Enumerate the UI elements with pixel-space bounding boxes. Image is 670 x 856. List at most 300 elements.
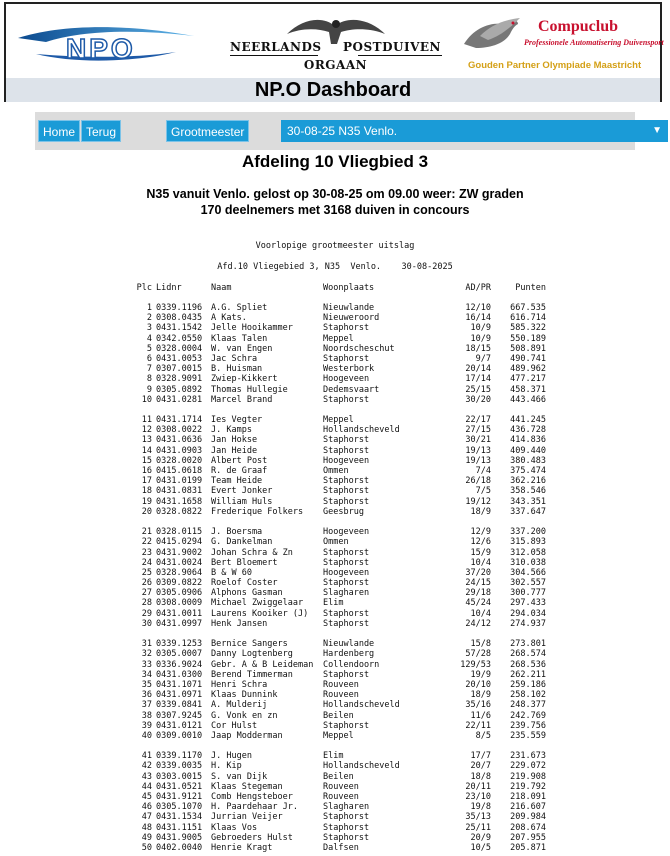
cell-lidnr: 0308.0022 xyxy=(156,425,203,436)
cell-lidnr: 0431.9121 xyxy=(156,792,203,802)
cell-plc: 1 xyxy=(146,303,152,313)
cell-naam: Jurrian Veijer xyxy=(211,812,283,823)
cell-lidnr: 0303.0015 xyxy=(156,771,203,782)
cell-woonplaats: Staphorst xyxy=(323,822,370,833)
cell-plc: 13 xyxy=(141,435,152,446)
cell-plc: 20 xyxy=(141,506,152,517)
cell-plc: 48 xyxy=(141,822,152,833)
cell-adpr: 25/15 xyxy=(465,384,491,395)
cell-plc: 37 xyxy=(141,700,152,711)
cell-woonplaats: Nieuwlande xyxy=(323,639,375,650)
cell-adpr: 8/5 xyxy=(475,730,491,741)
cell-lidnr: 0431.0011 xyxy=(156,608,203,619)
cell-adpr: 18/9 xyxy=(470,506,491,517)
cell-lidnr: 0431.1714 xyxy=(156,415,203,426)
cell-naam: Klaas Vos xyxy=(211,822,258,833)
cell-plc: 42 xyxy=(141,761,152,772)
cell-punten: 310.038 xyxy=(510,557,546,568)
table-row xyxy=(0,578,670,588)
result-subtitle: Afd.10 Vliegebied 3, N35 Venlo. 30-08-2025 xyxy=(217,262,453,272)
cell-punten: 667.535 xyxy=(510,303,546,313)
cell-woonplaats: Staphorst xyxy=(323,496,370,507)
cell-woonplaats: Hollandscheveld xyxy=(323,425,400,436)
cell-plc: 18 xyxy=(141,486,152,497)
cell-naam: Bert Bloemert xyxy=(211,557,278,568)
cell-plc: 22 xyxy=(141,537,152,548)
table-row xyxy=(0,395,670,405)
compuclub-pigeon-icon xyxy=(460,14,522,54)
grootmeester-button[interactable]: Grootmeester xyxy=(166,120,249,142)
cell-adpr: 24/12 xyxy=(465,618,491,629)
row-spacer xyxy=(0,405,670,415)
cell-plc: 35 xyxy=(141,679,152,690)
cell-naam: J. Hugen xyxy=(211,751,252,762)
cell-lidnr: 0342.0550 xyxy=(156,333,203,344)
cell-woonplaats: Staphorst xyxy=(323,669,370,680)
cell-woonplaats: Staphorst xyxy=(323,557,370,568)
cell-punten: 362.216 xyxy=(510,476,546,487)
table-row xyxy=(0,680,670,690)
cell-woonplaats: Geesbrug xyxy=(323,506,364,517)
logo-row xyxy=(6,4,664,78)
cell-lidnr: 0328.0115 xyxy=(156,527,203,538)
cell-lidnr: 0431.0997 xyxy=(156,618,203,629)
cell-lidnr: 0308.0009 xyxy=(156,598,203,609)
cell-lidnr: 0431.1542 xyxy=(156,323,203,334)
cell-adpr: 19/9 xyxy=(470,669,491,680)
cell-punten: 315.893 xyxy=(510,537,546,548)
race-select[interactable] xyxy=(281,120,668,142)
cell-lidnr: 0431.0024 xyxy=(156,557,203,568)
cell-naam: Cor Hulst xyxy=(211,720,258,731)
cell-adpr: 19/8 xyxy=(470,802,491,813)
cell-punten: 409.440 xyxy=(510,445,546,456)
table-row xyxy=(0,364,670,374)
cell-woonplaats: Staphorst xyxy=(323,618,370,629)
cell-plc: 10 xyxy=(141,394,152,405)
cell-adpr: 10/9 xyxy=(470,323,491,334)
table-row xyxy=(0,486,670,496)
cell-woonplaats: Slagharen xyxy=(323,802,370,813)
cell-punten: 616.714 xyxy=(510,313,546,324)
row-spacer xyxy=(0,517,670,527)
cell-lidnr: 0431.0971 xyxy=(156,690,203,701)
cell-punten: 414.836 xyxy=(510,435,546,446)
race-info-line1: N35 vanuit Venlo. gelost op 30-08-25 om 09.00 weer: ZW graden xyxy=(146,187,524,201)
col-lidnr: Lidnr xyxy=(156,283,182,293)
cell-woonplaats: Rouveen xyxy=(323,792,359,802)
cell-lidnr: 0339.1170 xyxy=(156,751,203,762)
cell-lidnr: 0305.0892 xyxy=(156,384,203,395)
cell-plc: 4 xyxy=(146,333,152,344)
cell-plc: 29 xyxy=(141,608,152,619)
cell-lidnr: 0431.1534 xyxy=(156,812,203,823)
cell-lidnr: 0339.0841 xyxy=(156,700,203,711)
cell-plc: 33 xyxy=(141,659,152,670)
cell-naam: Laurens Kooiker (J) xyxy=(211,608,309,619)
cell-naam: Marcel Brand xyxy=(211,394,273,405)
cell-adpr: 19/13 xyxy=(465,445,491,456)
cell-plc: 30 xyxy=(141,618,152,629)
cell-lidnr: 0309.0822 xyxy=(156,578,203,589)
table-row xyxy=(0,354,670,364)
cell-naam: Jac Schra xyxy=(211,353,258,364)
cell-lidnr: 0328.0020 xyxy=(156,455,203,466)
cell-lidnr: 0431.0636 xyxy=(156,435,203,446)
orgaan-logo xyxy=(228,10,443,76)
cell-adpr: 10/9 xyxy=(470,333,491,344)
table-row xyxy=(0,598,670,608)
cell-naam: Michael Zwiggelaar xyxy=(211,598,304,609)
cell-plc: 34 xyxy=(141,669,152,680)
table-row xyxy=(0,823,670,833)
cell-adpr: 20/10 xyxy=(465,679,491,690)
cell-woonplaats: Beilen xyxy=(323,710,354,721)
cell-woonplaats: Hoogeveen xyxy=(323,374,370,385)
cell-naam: Bernice Sangers xyxy=(211,639,288,650)
cell-lidnr: 0415.0294 xyxy=(156,537,203,548)
cell-plc: 6 xyxy=(146,353,152,364)
cell-lidnr: 0309.0010 xyxy=(156,730,203,741)
cell-lidnr: 0339.1253 xyxy=(156,639,203,650)
cell-punten: 239.756 xyxy=(510,720,546,731)
race-info xyxy=(0,186,670,218)
cell-lidnr: 0415.0618 xyxy=(156,466,203,476)
cell-naam: Jan Heide xyxy=(211,445,258,456)
cell-woonplaats: Staphorst xyxy=(323,445,370,456)
cell-punten: 489.962 xyxy=(510,364,546,375)
cell-plc: 40 xyxy=(141,730,152,741)
cell-woonplaats: Staphorst xyxy=(323,720,370,731)
cell-plc: 28 xyxy=(141,598,152,609)
cell-lidnr: 0402.0040 xyxy=(156,842,203,853)
table-row xyxy=(0,385,670,395)
cell-punten: 262.211 xyxy=(510,669,546,680)
cell-naam: Albert Post xyxy=(211,455,268,466)
cell-lidnr: 0431.0199 xyxy=(156,476,203,487)
cell-adpr: 35/16 xyxy=(465,700,491,711)
results-header xyxy=(0,283,670,295)
cell-woonplaats: Staphorst xyxy=(323,476,370,487)
cell-lidnr: 0328.9064 xyxy=(156,567,203,578)
cell-woonplaats: Noordscheschut xyxy=(323,343,395,354)
cell-punten: 490.741 xyxy=(510,353,546,364)
table-row xyxy=(0,568,670,578)
cell-woonplaats: Staphorst xyxy=(323,832,370,843)
cell-lidnr: 0431.1658 xyxy=(156,496,203,507)
cell-punten: 550.189 xyxy=(510,333,546,344)
cell-punten: 312.058 xyxy=(510,547,546,558)
cell-punten: 205.871 xyxy=(510,842,546,853)
cell-plc: 41 xyxy=(141,751,152,762)
results-list xyxy=(0,303,670,853)
cell-naam: Klaas Stegeman xyxy=(211,781,283,792)
table-row xyxy=(0,415,670,425)
cell-woonplaats: Meppel xyxy=(323,730,354,741)
cell-naam: H. Kip xyxy=(211,761,242,772)
cell-naam: Henk Jansen xyxy=(211,618,268,629)
cell-adpr: 20/9 xyxy=(470,832,491,843)
cell-woonplaats: Staphorst xyxy=(323,353,370,364)
cell-naam: Jaap Modderman xyxy=(211,730,283,741)
cell-adpr: 29/18 xyxy=(465,588,491,599)
cell-adpr: 12/9 xyxy=(470,527,491,538)
cell-plc: 32 xyxy=(141,649,152,660)
table-row xyxy=(0,466,670,476)
orgaan-title-bottom: ORGAAN xyxy=(303,58,368,72)
cell-woonplaats: Dedemsvaart xyxy=(323,384,380,395)
cell-naam: Comb Hengsteboer xyxy=(211,792,293,802)
table-row xyxy=(0,374,670,384)
cell-naam: J. Boersma xyxy=(211,527,263,538)
cell-plc: 5 xyxy=(146,343,152,354)
orgaan-title-right: POSTDUIVEN xyxy=(343,40,441,54)
cell-adpr: 20/7 xyxy=(470,761,491,772)
table-row xyxy=(0,507,670,517)
table-row xyxy=(0,660,670,670)
table-row xyxy=(0,558,670,568)
orgaan-underline-right xyxy=(358,55,442,56)
cell-naam: Henri Schra xyxy=(211,679,268,690)
cell-punten: 304.566 xyxy=(510,567,546,578)
col-naam: Naam xyxy=(211,283,232,293)
cell-naam: Berend Timmerman xyxy=(211,669,293,680)
cell-naam: Roelof Coster xyxy=(211,578,278,589)
cell-woonplaats: Hollandscheveld xyxy=(323,700,400,711)
cell-naam: B. Huisman xyxy=(211,364,263,375)
cell-punten: 380.483 xyxy=(510,455,546,466)
result-title: Voorlopige grootmeester uitslag xyxy=(255,241,415,251)
cell-punten: 273.801 xyxy=(510,639,546,650)
cell-adpr: 24/15 xyxy=(465,578,491,589)
table-row xyxy=(0,548,670,558)
col-plc: Plc xyxy=(136,283,152,293)
cell-plc: 24 xyxy=(141,557,152,568)
cell-naam: William Huls xyxy=(211,496,273,507)
cell-punten: 207.955 xyxy=(510,832,546,843)
cell-plc: 12 xyxy=(141,425,152,436)
col-woonplaats: Woonplaats xyxy=(323,283,375,293)
cell-punten: 274.937 xyxy=(510,618,546,629)
cell-lidnr: 0431.0521 xyxy=(156,781,203,792)
cell-plc: 19 xyxy=(141,496,152,507)
table-row xyxy=(0,802,670,812)
cell-punten: 229.072 xyxy=(510,761,546,772)
cell-woonplaats: Beilen xyxy=(323,771,354,782)
home-button[interactable]: Home xyxy=(38,120,80,142)
cell-adpr: 22/11 xyxy=(465,720,491,731)
cell-naam: Gebroeders Hulst xyxy=(211,832,293,843)
cell-adpr: 12/10 xyxy=(465,303,491,313)
cell-plc: 36 xyxy=(141,690,152,701)
cell-punten: 477.217 xyxy=(510,374,546,385)
table-row xyxy=(0,731,670,741)
cell-adpr: 7/5 xyxy=(475,486,491,497)
cell-lidnr: 0431.0903 xyxy=(156,445,203,456)
table-row xyxy=(0,792,670,802)
cell-woonplaats: Slagharen xyxy=(323,588,370,599)
table-row xyxy=(0,619,670,629)
cell-punten: 268.536 xyxy=(510,659,546,670)
cell-woonplaats: Staphorst xyxy=(323,608,370,619)
cell-woonplaats: Rouveen xyxy=(323,679,359,690)
cell-naam: Henrie Kragt xyxy=(211,842,273,853)
cell-plc: 49 xyxy=(141,832,152,843)
cell-plc: 3 xyxy=(146,323,152,334)
cell-plc: 44 xyxy=(141,781,152,792)
cell-plc: 9 xyxy=(146,384,152,395)
cell-lidnr: 0339.1196 xyxy=(156,303,203,313)
race-select-value: 30-08-25 N35 Venlo. xyxy=(287,124,398,138)
cell-woonplaats: Staphorst xyxy=(323,435,370,446)
cell-woonplaats: Westerbork xyxy=(323,364,375,375)
cell-woonplaats: Staphorst xyxy=(323,486,370,497)
table-row xyxy=(0,344,670,354)
cell-naam: Zwiep-Kikkert xyxy=(211,374,278,385)
cell-lidnr: 0431.9002 xyxy=(156,547,203,558)
cell-adpr: 25/11 xyxy=(465,822,491,833)
cell-woonplaats: Hollandscheveld xyxy=(323,761,400,772)
cell-lidnr: 0336.9024 xyxy=(156,659,203,670)
npo-logo xyxy=(16,18,196,66)
cell-naam: Jan Hokse xyxy=(211,435,258,446)
cell-punten: 337.200 xyxy=(510,527,546,538)
cell-naam: Alphons Gasman xyxy=(211,588,283,599)
cell-woonplaats: Ommen xyxy=(323,537,349,548)
cell-punten: 294.034 xyxy=(510,608,546,619)
cell-punten: 235.559 xyxy=(510,730,546,741)
cell-naam: W. van Engen xyxy=(211,343,273,354)
cell-plc: 8 xyxy=(146,374,152,385)
cell-adpr: 45/24 xyxy=(465,598,491,609)
cell-lidnr: 0431.0831 xyxy=(156,486,203,497)
npo-logo-text: NPO xyxy=(66,33,136,64)
cell-adpr: 20/11 xyxy=(465,781,491,792)
cell-lidnr: 0431.1151 xyxy=(156,822,203,833)
cell-naam: G. Dankelman xyxy=(211,537,273,548)
cell-naam: Ies Vegter xyxy=(211,415,263,426)
table-row xyxy=(0,334,670,344)
cell-naam: G. Vonk en zn xyxy=(211,710,278,721)
cell-naam: A Kats. xyxy=(211,313,247,324)
table-row xyxy=(0,435,670,445)
cell-naam: Gebr. A & B Leideman xyxy=(211,659,314,670)
table-row xyxy=(0,303,670,313)
compuclub-logo xyxy=(460,14,664,76)
table-row xyxy=(0,313,670,323)
cell-woonplaats: Staphorst xyxy=(323,547,370,558)
cell-adpr: 57/28 xyxy=(465,649,491,660)
cell-plc: 46 xyxy=(141,802,152,813)
cell-naam: J. Kamps xyxy=(211,425,252,436)
cell-plc: 11 xyxy=(141,415,152,426)
table-row xyxy=(0,497,670,507)
cell-plc: 47 xyxy=(141,812,152,823)
cell-plc: 15 xyxy=(141,455,152,466)
cell-woonplaats: Meppel xyxy=(323,333,354,344)
cell-adpr: 19/12 xyxy=(465,496,491,507)
cell-lidnr: 0431.0121 xyxy=(156,720,203,731)
cell-lidnr: 0328.0822 xyxy=(156,506,203,517)
cell-woonplaats: Dalfsen xyxy=(323,842,359,853)
cell-naam: Johan Schra & Zn xyxy=(211,547,293,558)
cell-plc: 14 xyxy=(141,445,152,456)
back-button[interactable]: Terug xyxy=(81,120,121,142)
table-row xyxy=(0,772,670,782)
cell-woonplaats: Staphorst xyxy=(323,323,370,334)
table-row xyxy=(0,649,670,659)
cell-punten: 508.891 xyxy=(510,343,546,354)
cell-plc: 7 xyxy=(146,364,152,375)
cell-adpr: 10/5 xyxy=(470,842,491,853)
cell-woonplaats: Staphorst xyxy=(323,812,370,823)
table-row xyxy=(0,609,670,619)
cell-plc: 17 xyxy=(141,476,152,487)
cell-naam: H. Paardehaar Jr. xyxy=(211,802,298,813)
cell-punten: 443.466 xyxy=(510,394,546,405)
cell-adpr: 18/9 xyxy=(470,690,491,701)
table-row xyxy=(0,639,670,649)
cell-plc: 27 xyxy=(141,588,152,599)
cell-punten: 219.792 xyxy=(510,781,546,792)
cell-naam: A. Mulderij xyxy=(211,700,268,711)
compuclub-subtitle: Professionele Automatisering Duivensport xyxy=(524,38,664,47)
cell-adpr: 11/6 xyxy=(470,710,491,721)
cell-adpr: 26/18 xyxy=(465,476,491,487)
cell-plc: 2 xyxy=(146,313,152,324)
cell-naam: Jelle Hooikammer xyxy=(211,323,293,334)
cell-adpr: 15/8 xyxy=(470,639,491,650)
cell-punten: 248.377 xyxy=(510,700,546,711)
cell-naam: S. van Dijk xyxy=(211,771,268,782)
table-row xyxy=(0,711,670,721)
cell-punten: 219.908 xyxy=(510,771,546,782)
cell-adpr: 7/4 xyxy=(475,466,491,476)
cell-plc: 23 xyxy=(141,547,152,558)
cell-plc: 45 xyxy=(141,792,152,802)
cell-lidnr: 0328.9091 xyxy=(156,374,203,385)
cell-punten: 259.186 xyxy=(510,679,546,690)
cell-adpr: 23/10 xyxy=(465,792,491,802)
nav-bar xyxy=(35,112,662,150)
cell-lidnr: 0308.0435 xyxy=(156,313,203,324)
cell-punten: 441.245 xyxy=(510,415,546,426)
cell-naam: B & W 60 xyxy=(211,567,252,578)
cell-lidnr: 0431.1071 xyxy=(156,679,203,690)
cell-naam: Team Heide xyxy=(211,476,263,487)
cell-adpr: 129/53 xyxy=(460,659,491,670)
cell-lidnr: 0305.1070 xyxy=(156,802,203,813)
cell-adpr: 15/9 xyxy=(470,547,491,558)
orgaan-title-left: NEERLANDS xyxy=(230,40,322,54)
cell-naam: Evert Jonker xyxy=(211,486,273,497)
cell-plc: 50 xyxy=(141,842,152,853)
row-spacer xyxy=(0,741,670,751)
cell-punten: 375.474 xyxy=(510,466,546,476)
compuclub-name: Compuclub xyxy=(538,18,619,35)
cell-lidnr: 0431.0281 xyxy=(156,394,203,405)
cell-woonplaats: Hoogeveen xyxy=(323,527,370,538)
cell-punten: 436.728 xyxy=(510,425,546,436)
cell-naam: R. de Graaf xyxy=(211,466,268,476)
table-row xyxy=(0,476,670,486)
cell-adpr: 9/7 xyxy=(475,353,491,364)
page-title: NP.O Dashboard xyxy=(6,78,660,102)
chevron-down-icon: ▼ xyxy=(652,125,662,136)
cell-naam: Klaas Dunnink xyxy=(211,690,278,701)
table-row xyxy=(0,446,670,456)
cell-lidnr: 0431.0053 xyxy=(156,353,203,364)
